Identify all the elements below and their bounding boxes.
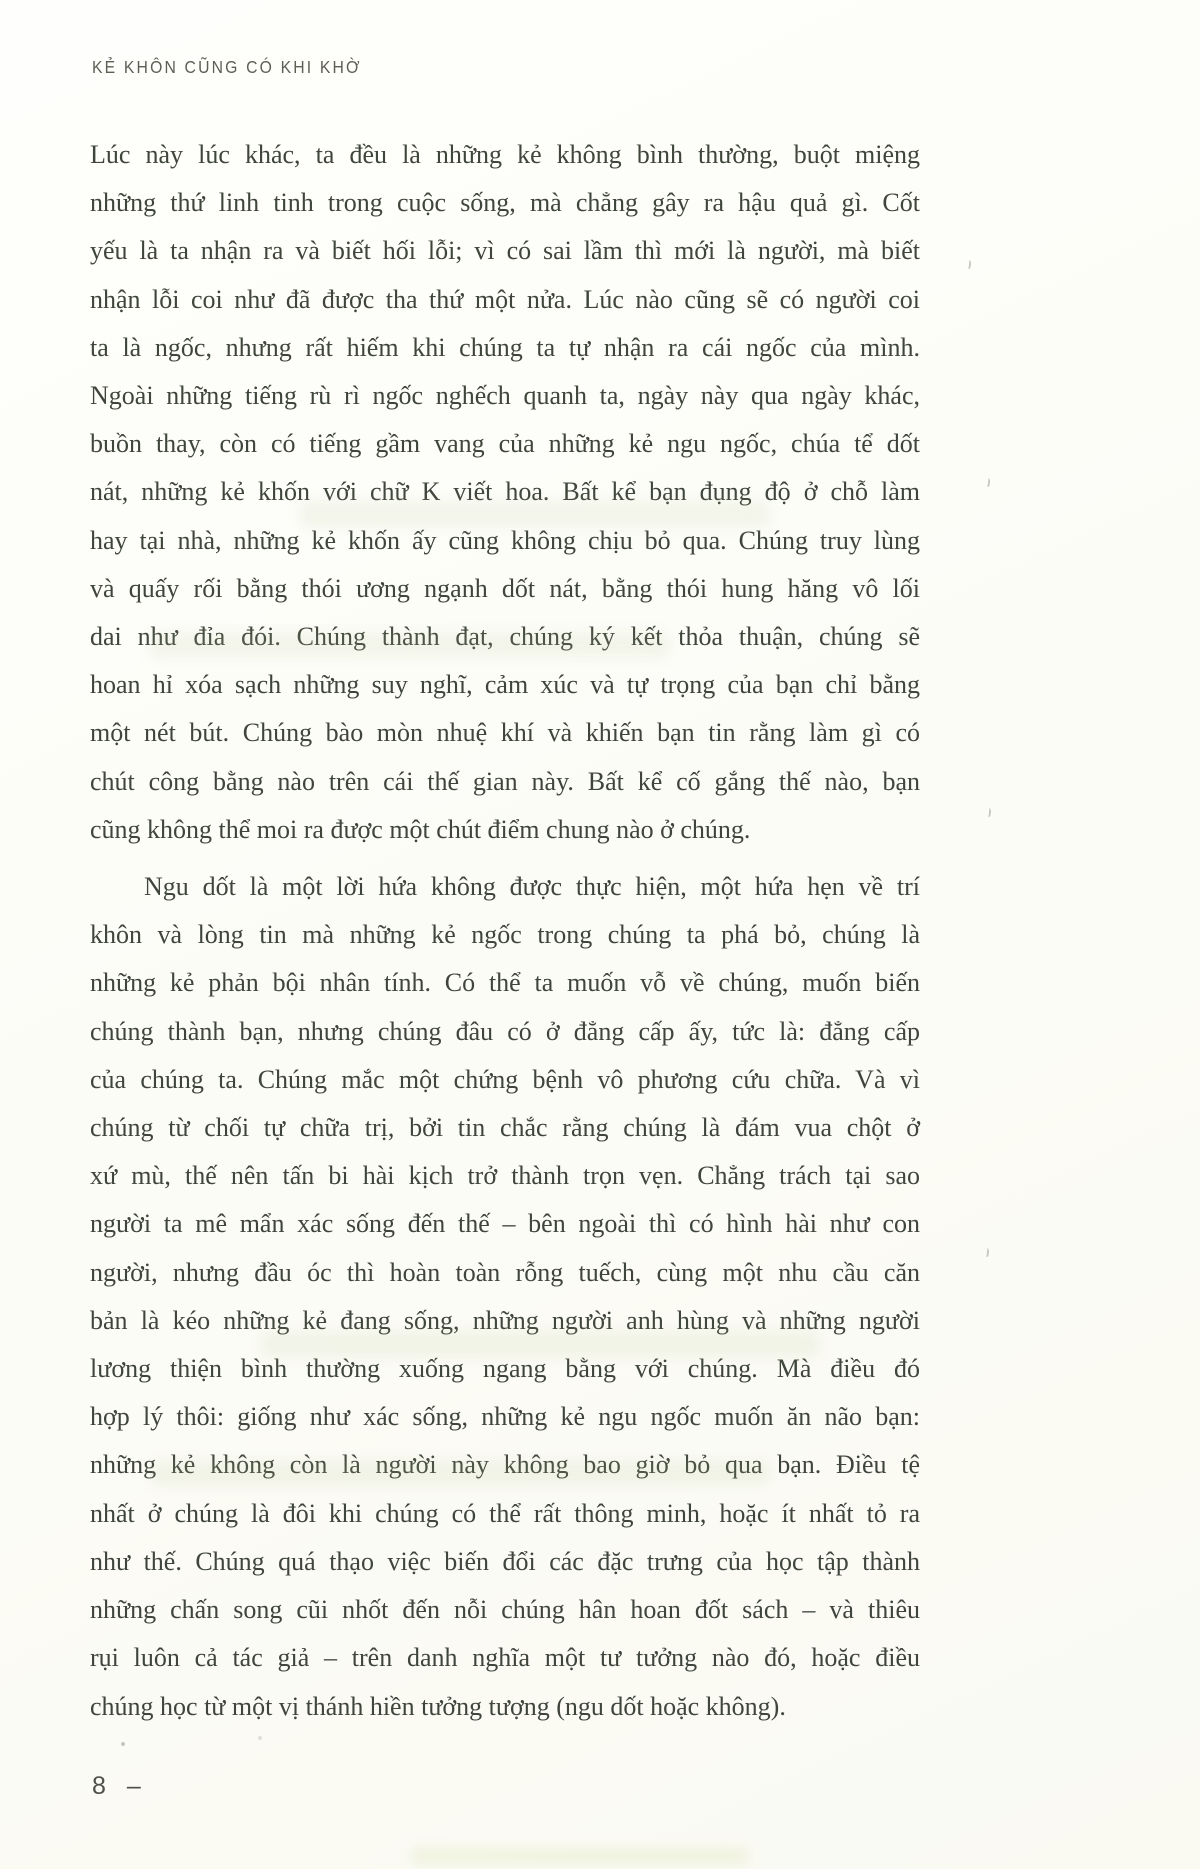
text-line: yếu là ta nhận ra và biết hối lỗi; vì có sai lầm thì mới là người, mà biết xyxy=(90,236,920,266)
ink-mark xyxy=(985,808,991,818)
text-line: những thứ linh tinh trong cuộc sống, mà chẳng gây ra hậu quả gì. Cốt xyxy=(90,188,920,218)
text-line: nhận lỗi coi như đã được tha thứ một nửa. Lúc nào cũng sẽ có người coi xyxy=(90,284,920,314)
text-line: Lúc này lúc khác, ta đều là những kẻ không bình thường, buột miệng xyxy=(90,140,920,169)
text-line: rụi luôn cả tác giả – trên danh nghĩa một tư tưởng nào đó, hoặc điều xyxy=(90,1643,920,1673)
text-line: hoan hỉ xóa sạch những suy nghĩ, cảm xúc và tự trọng của bạn chỉ bằng xyxy=(90,670,920,700)
text-line: hay tại nhà, những kẻ khốn ấy cũng không chịu bỏ qua. Chúng truy lùng xyxy=(90,525,920,555)
text-line: dai như đỉa đói. Chúng thành đạt, chúng ký kết thỏa thuận, chúng sẽ xyxy=(90,622,920,652)
ink-mark xyxy=(983,1248,989,1258)
text-line: lương thiện bình thường xuống ngang bằng với chúng. Mà điều đó xyxy=(90,1354,920,1384)
text-line: nát, những kẻ khốn với chữ K viết hoa. Bất kể bạn đụng độ ở chỗ làm xyxy=(90,477,920,507)
running-header: KẺ KHÔN CŨNG CÓ KHI KHỜ xyxy=(92,57,362,77)
text-line: của chúng ta. Chúng mắc một chứng bệnh vô phương cứu chữa. Và vì xyxy=(90,1064,920,1094)
paragraph xyxy=(90,863,920,1731)
text-line: Ngu dốt là một lời hứa không được thực hiện, một hứa hẹn về trí xyxy=(144,872,920,902)
text-line: người, nhưng đầu óc thì hoàn toàn rỗng tuếch, cùng một nhu cầu căn xyxy=(90,1257,920,1287)
paragraph xyxy=(90,131,920,854)
text-line: như thế. Chúng quá thạo việc biến đổi các đặc trưng của học tập thành xyxy=(90,1546,920,1576)
ink-speck xyxy=(121,1742,125,1746)
page-number: 8 – xyxy=(92,1772,148,1800)
text-line: buồn thay, còn có tiếng gầm vang của những kẻ ngu ngốc, chúa tể dốt xyxy=(90,429,920,459)
text-line: nhất ở chúng là đôi khi chúng có thể rất thông minh, hoặc ít nhất tỏ ra xyxy=(90,1498,920,1528)
text-line: hợp lý thôi: giống như xác sống, những kẻ ngu ngốc muốn ăn não bạn: xyxy=(90,1402,920,1432)
text-line: chúng học từ một vị thánh hiền tưởng tượng (ngu dốt hoặc không). xyxy=(90,1691,786,1721)
ink-mark xyxy=(984,478,990,488)
text-line: cũng không thể moi ra được một chút điểm chung nào ở chúng. xyxy=(90,814,751,844)
text-line: những kẻ phản bội nhân tính. Có thể ta muốn vỗ về chúng, muốn biến xyxy=(90,968,920,998)
text-line: chúng thành bạn, nhưng chúng đâu có ở đẳng cấp ấy, tức là: đẳng cấp xyxy=(90,1016,920,1046)
text-line: chút công bằng nào trên cái thế gian này. Bất kể cố gắng thế nào, bạn xyxy=(90,766,920,796)
text-line: những chấn song cũi nhốt đến nỗi chúng hân hoan đốt sách – và thiêu xyxy=(90,1595,920,1625)
showthrough-smudge xyxy=(410,1848,750,1864)
text-line: khôn và lòng tin mà những kẻ ngốc trong chúng ta phá bỏ, chúng là xyxy=(90,920,920,950)
text-line: chúng từ chối tự chữa trị, bởi tin chắc rằng chúng là đám vua chột ở xyxy=(90,1113,920,1143)
text-line: những kẻ không còn là người này không bao giờ bỏ qua bạn. Điều tệ xyxy=(90,1450,920,1480)
text-line: xứ mù, thế nên tấn bi hài kịch trở thành trọn vẹn. Chẳng trách tại sao xyxy=(90,1161,920,1191)
text-line: Ngoài những tiếng rù rì ngốc nghếch quanh ta, ngày này qua ngày khác, xyxy=(90,381,920,411)
body-text xyxy=(90,131,920,1731)
text-line: ta là ngốc, nhưng rất hiếm khi chúng ta tự nhận ra cái ngốc của mình. xyxy=(90,332,920,362)
text-line: người ta mê mẩn xác sống đến thế – bên ngoài thì có hình hài như con xyxy=(90,1209,920,1239)
ink-speck xyxy=(258,1736,262,1740)
text-line: và quấy rối bằng thói ương ngạnh dốt nát, bằng thói hung hăng vô lối xyxy=(90,573,920,603)
ink-mark xyxy=(965,260,971,270)
text-line: một nét bút. Chúng bào mòn nhuệ khí và khiến bạn tin rằng làm gì có xyxy=(90,718,920,748)
text-line: bản là kéo những kẻ đang sống, những người anh hùng và những người xyxy=(90,1305,920,1335)
